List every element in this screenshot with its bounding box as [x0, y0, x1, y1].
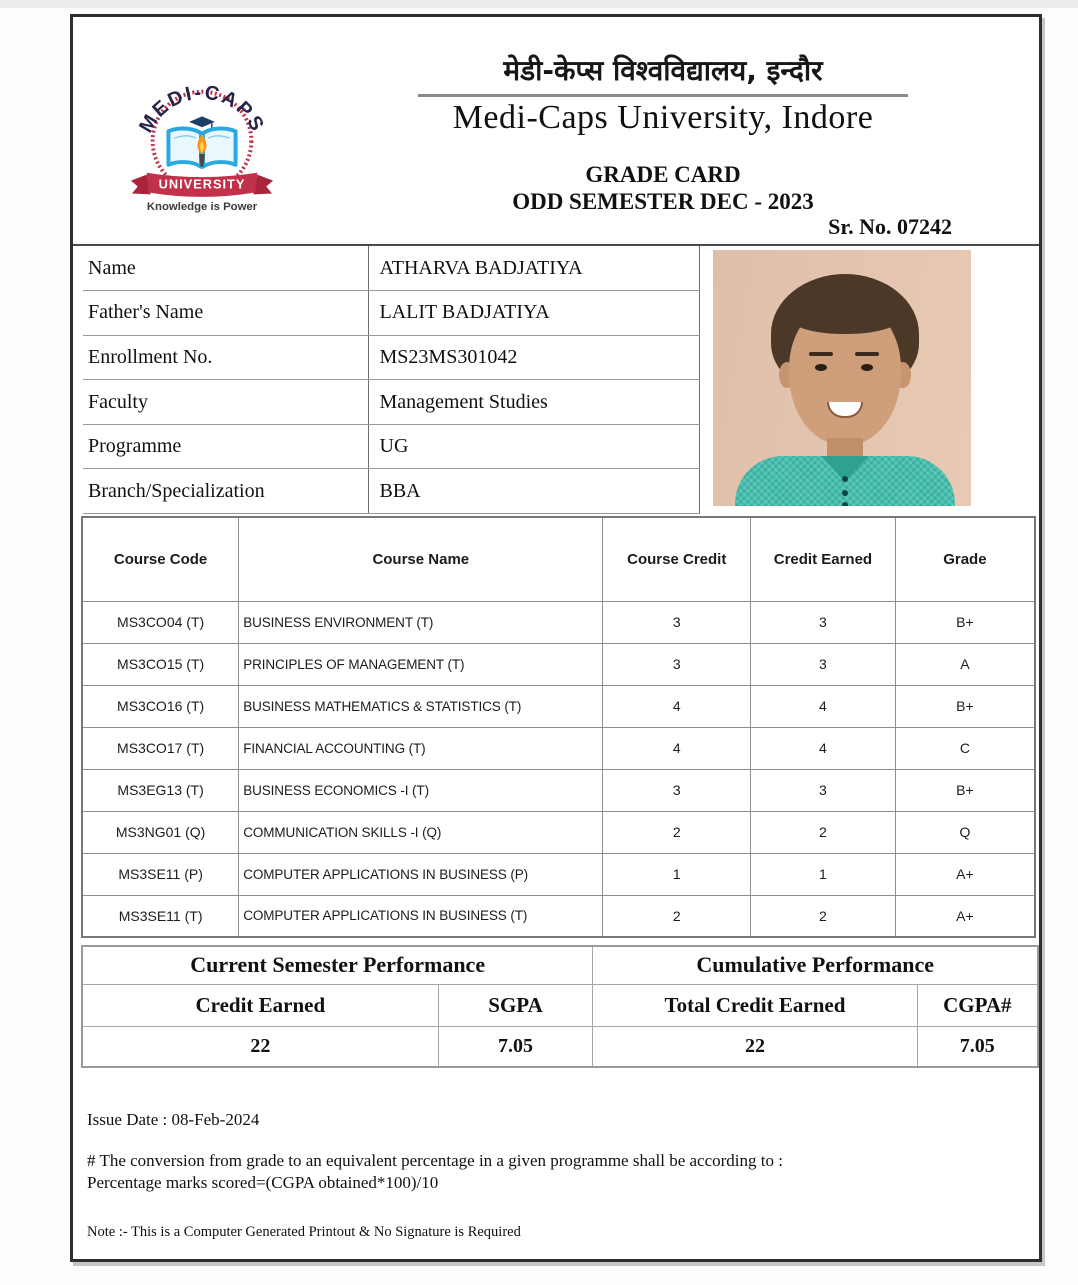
- course-row: [82, 895, 1035, 937]
- course-row: [82, 853, 1035, 895]
- field-label: Enrollment No.: [83, 335, 368, 380]
- course-credit-cell: 3: [603, 643, 751, 685]
- grade-cell: C: [895, 727, 1035, 769]
- course-credit-cell: 4: [603, 727, 751, 769]
- credit-earned-cell: 3: [751, 769, 896, 811]
- photo-eye: [815, 364, 827, 371]
- info-row-name: [83, 246, 700, 291]
- logo-arc-text: MEDI-CAPS: [134, 83, 270, 137]
- course-row: [82, 811, 1035, 853]
- course-row: [82, 727, 1035, 769]
- cgpa-label: CGPA#: [917, 984, 1038, 1026]
- column-header-credit-earned: Credit Earned: [751, 517, 896, 601]
- course-results-table: [81, 516, 1036, 938]
- field-label: Branch/Specialization: [83, 469, 368, 514]
- grade-card: [70, 14, 1042, 1262]
- column-header-course-credit: Course Credit: [603, 517, 751, 601]
- photo-shirt-button: [842, 476, 848, 482]
- photo-shirt-button: [842, 490, 848, 496]
- field-label: Faculty: [83, 380, 368, 425]
- grade-cell: A+: [895, 895, 1035, 937]
- logo-tagline: Knowledge is Power: [146, 201, 258, 214]
- grade-conversion-note: [87, 1150, 1039, 1194]
- course-code-cell: MS3EG13 (T): [82, 769, 239, 811]
- field-label: Programme: [83, 424, 368, 469]
- course-row: [82, 769, 1035, 811]
- performance-title-row: [82, 946, 1038, 984]
- serial-number: Sr. No. 07242: [828, 214, 952, 239]
- course-credit-cell: 3: [603, 601, 751, 643]
- cumulative-performance-title: Cumulative Performance: [593, 946, 1038, 984]
- course-credit-cell: 2: [603, 895, 751, 937]
- total-credit-earned-label: Total Credit Earned: [593, 984, 917, 1026]
- sgpa-label: SGPA: [438, 984, 593, 1026]
- course-row: [82, 601, 1035, 643]
- field-value: Management Studies: [368, 380, 700, 425]
- university-logo-icon: [123, 83, 281, 215]
- course-name-cell: PRINCIPLES OF MANAGEMENT (T): [239, 643, 603, 685]
- credit-earned-label: Credit Earned: [82, 984, 438, 1026]
- university-name-english: Medi-Caps University, Indore: [452, 99, 874, 136]
- student-info-table: [83, 246, 700, 514]
- page-top-strip: [0, 0, 1078, 8]
- column-header-course-name: Course Name: [239, 517, 603, 601]
- course-credit-cell: 1: [603, 853, 751, 895]
- field-value: ATHARVA BADJATIYA: [368, 246, 700, 291]
- cgpa-value: 7.05: [917, 1026, 1038, 1067]
- book-left-page-icon: [168, 128, 201, 166]
- course-code-cell: MS3CO16 (T): [82, 685, 239, 727]
- university-title-block: [408, 51, 918, 137]
- document-title: GRADE CARD: [585, 162, 741, 187]
- performance-values-row: [82, 1026, 1038, 1067]
- course-name-cell: BUSINESS ENVIRONMENT (T): [239, 601, 603, 643]
- course-table-header-row: [82, 517, 1035, 601]
- field-value: UG: [368, 424, 700, 469]
- credit-earned-cell: 4: [751, 685, 896, 727]
- photo-eyebrow: [809, 352, 833, 356]
- document-title-block: [408, 161, 918, 215]
- field-label: Father's Name: [83, 291, 368, 336]
- field-label: Name: [83, 246, 368, 291]
- student-photo: [713, 250, 971, 506]
- course-credit-cell: 2: [603, 811, 751, 853]
- current-semester-performance-title: Current Semester Performance: [82, 946, 593, 984]
- course-row: [82, 643, 1035, 685]
- course-row: [82, 685, 1035, 727]
- performance-summary-table: [81, 945, 1039, 1068]
- credit-earned-value: 22: [82, 1026, 438, 1067]
- photo-hair-fringe: [785, 292, 905, 334]
- card-header: [73, 17, 1039, 246]
- grade-cell: Q: [895, 811, 1035, 853]
- course-name-cell: COMPUTER APPLICATIONS IN BUSINESS (T): [239, 895, 603, 937]
- credit-earned-cell: 4: [751, 727, 896, 769]
- grade-cell: B+: [895, 601, 1035, 643]
- student-info-section: [73, 246, 1039, 514]
- field-value: LALIT BADJATIYA: [368, 291, 700, 336]
- photo-eyebrow: [855, 352, 879, 356]
- logo-banner-text: UNIVERSITY: [158, 176, 246, 192]
- course-code-cell: MS3NG01 (Q): [82, 811, 239, 853]
- performance-labels-row: [82, 984, 1038, 1026]
- photo-shirt-button: [842, 502, 848, 506]
- course-credit-cell: 4: [603, 685, 751, 727]
- course-credit-cell: 3: [603, 769, 751, 811]
- grade-cell: A+: [895, 853, 1035, 895]
- total-credit-earned-value: 22: [593, 1026, 917, 1067]
- book-right-page-icon: [203, 128, 236, 166]
- course-code-cell: MS3CO15 (T): [82, 643, 239, 685]
- issue-date: Issue Date : 08-Feb-2024: [87, 1110, 260, 1129]
- course-name-cell: BUSINESS MATHEMATICS & STATISTICS (T): [239, 685, 603, 727]
- column-header-course-code: Course Code: [82, 517, 239, 601]
- semester-title: ODD SEMESTER DEC - 2023: [512, 189, 814, 214]
- info-row-faculty: [83, 380, 700, 425]
- conversion-note-line2: Percentage marks scored=(CGPA obtained*100)/10: [87, 1173, 439, 1192]
- course-code-cell: MS3SE11 (P): [82, 853, 239, 895]
- course-name-cell: COMMUNICATION SKILLS -I (Q): [239, 811, 603, 853]
- grade-cell: B+: [895, 769, 1035, 811]
- course-code-cell: MS3SE11 (T): [82, 895, 239, 937]
- course-name-cell: FINANCIAL ACCOUNTING (T): [239, 727, 603, 769]
- credit-earned-cell: 3: [751, 643, 896, 685]
- info-row-fathers-name: [83, 291, 700, 336]
- course-code-cell: MS3CO17 (T): [82, 727, 239, 769]
- credit-earned-cell: 2: [751, 811, 896, 853]
- photo-eye: [861, 364, 873, 371]
- course-name-cell: BUSINESS ECONOMICS -I (T): [239, 769, 603, 811]
- computer-generated-note: Note :- This is a Computer Generated Printout & No Signature is Required: [87, 1224, 521, 1240]
- field-value: MS23MS301042: [368, 335, 700, 380]
- sgpa-value: 7.05: [438, 1026, 593, 1067]
- credit-earned-cell: 2: [751, 895, 896, 937]
- credit-earned-cell: 3: [751, 601, 896, 643]
- info-row-programme: [83, 424, 700, 469]
- conversion-note-line1: # The conversion from grade to an equivalent percentage in a given programme shall be according to :: [87, 1151, 783, 1170]
- column-header-grade: Grade: [895, 517, 1035, 601]
- grade-cell: B+: [895, 685, 1035, 727]
- info-row-branch: [83, 469, 700, 514]
- course-code-cell: MS3CO04 (T): [82, 601, 239, 643]
- title-divider: [418, 94, 908, 97]
- credit-earned-cell: 1: [751, 853, 896, 895]
- grade-cell: A: [895, 643, 1035, 685]
- field-value: BBA: [368, 469, 700, 514]
- info-row-enrollment: [83, 335, 700, 380]
- university-name-hindi: मेडी-केप्स विश्वविद्यालय, इन्दौर: [503, 54, 823, 87]
- course-name-cell: COMPUTER APPLICATIONS IN BUSINESS (P): [239, 853, 603, 895]
